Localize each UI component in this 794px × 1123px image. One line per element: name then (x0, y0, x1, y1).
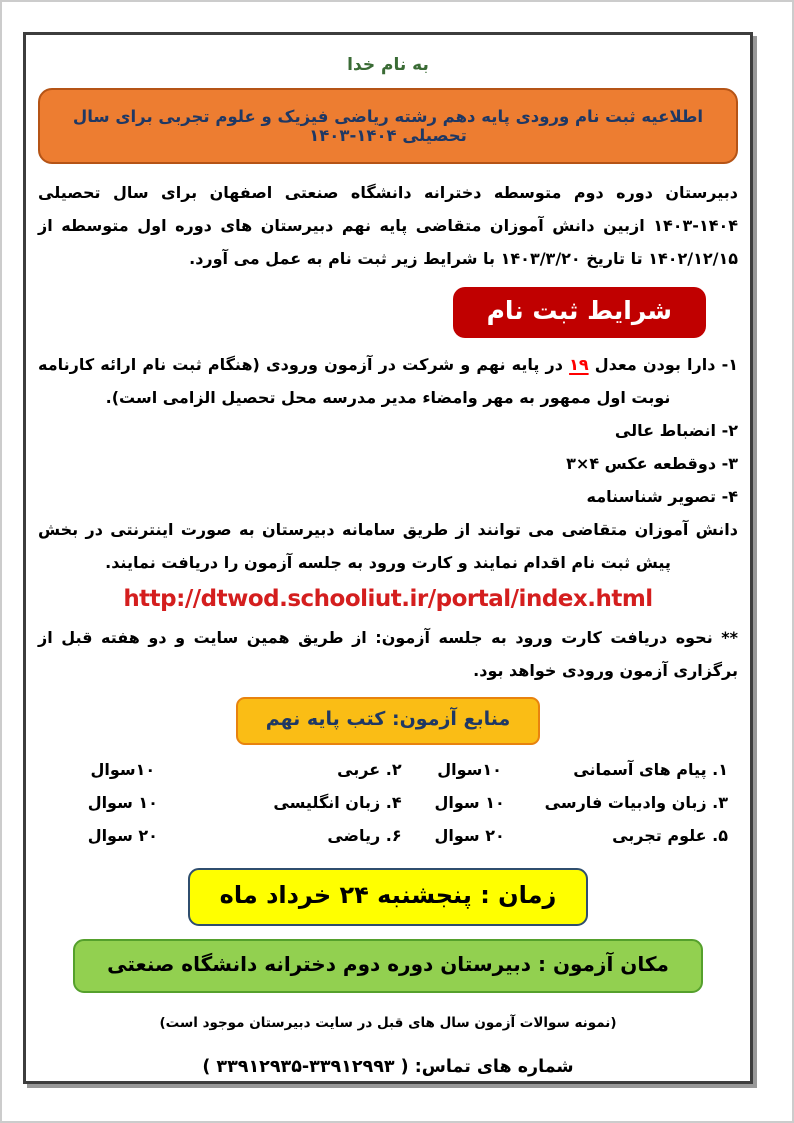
exam-location-text: مکان آزمون : دبیرستان دوره دوم دخترانه دانشگاه صنعتی (107, 952, 669, 976)
exam-location-banner (73, 939, 703, 993)
exam-sources-banner (236, 697, 541, 745)
online-registration-paragraph: دانش آموزان متقاضی می توانند از طریق سامانه دبیرستان به صورت اینترنتی در بخش پیش ثبت نام اقدام نمایند و کارت ورود به جلسه آزمون را دریافت نمایند. (38, 520, 738, 572)
exam-time-banner (188, 868, 589, 926)
condition-1-prefix: ۱- دارا بودن معدل (588, 355, 738, 374)
announcement-title-text: اطلاعیه ثبت نام ورودی پایه دهم رشته ریاضی فیزیک و علوم تجربی برای سال تحصیلی ۱۴۰۴-۱۴۰۳ (72, 107, 704, 145)
contact-numbers-line: شماره های تماس: ( ۳۳۹۱۲۹۹۳-۳۳۹۱۲۹۳۵ ) (202, 1057, 574, 1077)
question-count-cell: ۱۰ سوال (87, 793, 158, 812)
subject-cell: ۴. زبان انگلیسی (273, 793, 402, 812)
question-count-cell: ۲۰ سوال (434, 826, 505, 845)
condition-item-2: ۲- انضباط عالی (614, 421, 738, 440)
subject-cell: ۱. پیام های آسمانی (573, 760, 728, 779)
exam-time-text: زمان : پنجشنبه ۲۴ خرداد ماه (219, 881, 557, 909)
page-border-frame (23, 32, 753, 1084)
minimum-grade-value: ۱۹ (569, 355, 589, 374)
condition-1-rest: در پایه نهم و شرکت در آزمون ورودی (هنگام ثبت نام ارائه کارنامه نوبت اول ممهور به مهر وامضاء مدیر مدرسه محل تحصیل الزامی است). (38, 355, 671, 407)
subject-cell: ۶. ریاضی (327, 826, 402, 845)
question-count-cell: ۱۰ سوال (434, 793, 505, 812)
subjects-table (38, 753, 738, 852)
subject-cell: ۳. زبان وادبیات فارسی (544, 793, 728, 812)
conditions-list (38, 348, 738, 513)
condition-item-4: ۴- تصویر شناسنامه (586, 487, 738, 506)
subject-cell: ۲. عربی (337, 760, 402, 779)
question-count-cell: ۲۰ سوال (87, 826, 158, 845)
question-count-cell: ۱۰سوال (90, 760, 156, 779)
intro-paragraph: دبیرستان دوره دوم متوسطه دخترانه دانشگاه صنعتی اصفهان برای سال تحصیلی ۱۴۰۴-۱۴۰۳ ازبین دانش آموزان متقاضی پایه نهم دبیرستان های دوره اول متوسطه از ۱۴۰۲/۱۲/۱۵ تا تاریخ ۱۴۰۳/۳/۲۰ با شرایط زیر ثبت نام به عمل می آورد. (38, 183, 738, 268)
registration-conditions-banner (453, 287, 706, 338)
exam-sources-text: منابع آزمون: کتب پایه نهم (265, 708, 511, 730)
exam-card-note-paragraph: ** نحوه دریافت کارت ورود به جلسه آزمون: از طریق همین سایت و دو هفته قبل از برگزاری آزمون ورودی خواهد بود. (38, 628, 738, 680)
subject-cell: ۵. علوم تجربی (612, 826, 728, 845)
condition-item-1 (38, 348, 738, 414)
question-count-cell: ۱۰سوال (437, 760, 502, 779)
sample-questions-note: (نمونه سوالات آزمون سال های قبل در سایت دبیرستان موجود است) (159, 1015, 617, 1031)
bismillah-heading: به نام خدا (347, 55, 429, 75)
announcement-title-banner (38, 88, 738, 164)
registration-conditions-text: شرایط ثبت نام (486, 296, 672, 325)
portal-url-link[interactable]: http://dtwod.schooliut.ir/portal/index.html (123, 586, 653, 612)
condition-item-3: ۳- دوقطعه عکس ۴×۳ (566, 454, 738, 473)
